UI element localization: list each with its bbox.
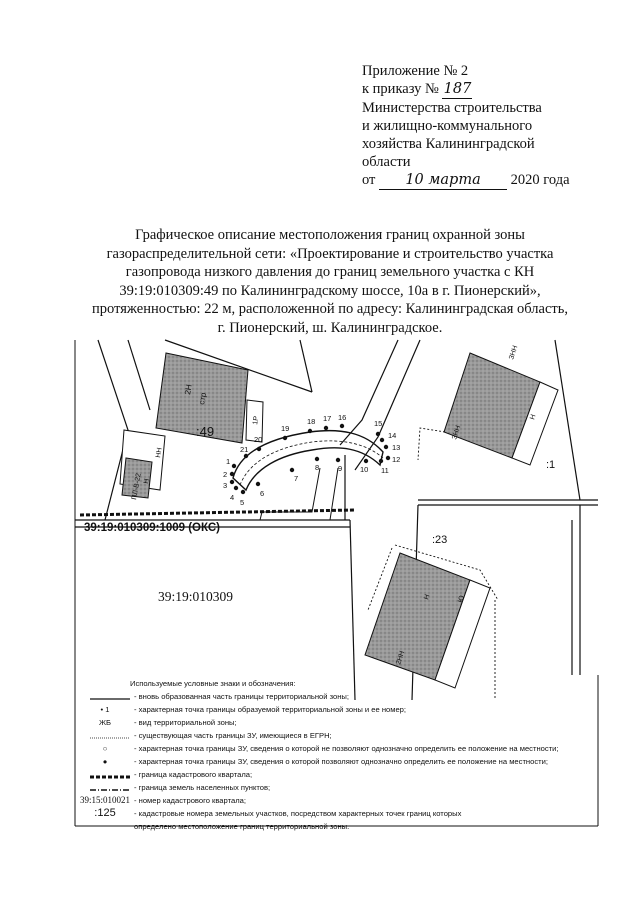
legend-text: - вновь образованная часть границы территориальной зоны; — [134, 692, 349, 701]
title-line: газораспределительной сети: «Проектирование и строительство участка — [106, 245, 554, 262]
boundary-point-label: 19 — [281, 424, 290, 433]
boundary-point-label: 15 — [374, 419, 383, 428]
date-suffix: 2020 года — [510, 172, 570, 188]
driveway — [260, 468, 338, 520]
boundary-point-label: 14 — [388, 431, 397, 440]
boundary-point-label: 13 — [392, 443, 401, 452]
boundary-point-label: 8 — [315, 463, 320, 472]
parcel-label-23: :23 — [432, 534, 448, 546]
boundary-point-label: 10 — [360, 465, 369, 474]
legend-symbol: ○ — [102, 744, 108, 753]
boundary-point — [256, 482, 260, 486]
legend-text: определено местоположение границ территориальной зоны. — [134, 822, 350, 831]
boundary-point-label: 5 — [240, 498, 245, 507]
boundary-point-label: 18 — [307, 417, 316, 426]
parcel-label-1: :1 — [546, 459, 556, 471]
legend-text: - вид территориальной зоны; — [134, 718, 237, 727]
legend-text: - номер кадастрового квартала; — [134, 796, 246, 805]
legend-symbol: ● — [102, 757, 108, 766]
boundary-point-label: 1 — [226, 457, 231, 466]
boundary-point — [315, 457, 319, 461]
building-label: ЗНН — [508, 344, 520, 361]
boundary-point-label: 3 — [223, 481, 228, 490]
boundary-point-label: 12 — [392, 455, 401, 464]
date-handwritten: 10 марта — [379, 171, 507, 190]
title-line: Графическое описание местоположения границ охранной зоны — [135, 227, 525, 243]
boundary-point — [380, 438, 384, 442]
boundary-point — [340, 424, 344, 428]
boundary-point — [257, 447, 261, 451]
oks-boundary — [80, 510, 355, 515]
boundary-point — [241, 490, 245, 494]
legend-text: - граница земель населенных пунктов; — [134, 783, 271, 792]
boundary-point — [376, 432, 380, 436]
ministry-line-1: Министерства строительства — [362, 100, 542, 116]
annex-number: Приложение № 2 — [362, 63, 469, 79]
building-label: Н — [529, 413, 538, 421]
legend-text: - кадастровые номера земельных участков, посредством характерных точек границ которых — [134, 809, 462, 818]
legend-text: - характерная точка границы ЗУ, сведения о которой не позволяют однозначно определить ее положение на местности; — [134, 744, 559, 753]
title-line: газопровода низкого давления до границ земельного участка с КН — [125, 264, 535, 281]
boundary-point — [364, 459, 368, 463]
legend-symbol: • 1 — [100, 705, 110, 714]
ministry-line-4: области — [362, 154, 411, 170]
boundary-point-label: 7 — [294, 474, 299, 483]
boundary-point-label: 20 — [254, 435, 263, 444]
boundary-point — [386, 456, 390, 460]
boundary-point — [230, 480, 234, 484]
ministry-line-3: хозяйства Калининградской — [362, 136, 535, 152]
legend-heading: Используемые условные знаки и обозначения: — [130, 679, 296, 688]
building-label: ПЛ-В-22 — [131, 472, 143, 501]
building-label: Н — [423, 593, 432, 601]
order-number-handwritten: 187 — [443, 81, 472, 97]
building-label: Ю — [457, 594, 467, 604]
order-prefix: к приказу № — [362, 81, 439, 97]
boundary-point-label: 21 — [240, 445, 249, 454]
building-label: Н — [143, 478, 151, 485]
boundary-point — [336, 458, 340, 462]
boundary-point — [283, 436, 287, 440]
boundary-point-label: 4 — [230, 493, 235, 502]
boundary-point-label: 9 — [338, 464, 343, 473]
quarter-label: 39:19:010309 — [158, 589, 234, 604]
title-line: 39:19:010309:49 по Калининградскому шоссе, 10а в г. Пионерский», — [119, 282, 541, 299]
legend-text: - граница кадастрового квартала; — [134, 770, 253, 779]
ministry-line-2: и жилищно-коммунального — [362, 118, 533, 134]
legend-symbol: ЖБ — [99, 718, 111, 727]
building-label: 2Н — [183, 383, 194, 396]
legend-text: - существующая часть границы ЗУ, имеющиеся в ЕГРН; — [134, 731, 332, 740]
title-line: г. Пионерский, ш. Калининградское. — [217, 319, 443, 336]
building-label: стр — [197, 391, 209, 406]
building-label: 2НН — [395, 650, 407, 666]
boundary-point — [230, 472, 234, 476]
boundary-point-label: 11 — [381, 466, 389, 475]
legend-text: - характерная точка границы образуемой территориальной зоны и ее номер; — [134, 705, 407, 714]
boundary-point — [384, 445, 388, 449]
legend-text: - характерная точка границы ЗУ, сведения о которой позволяют однозначно определить ее положение на местности; — [134, 757, 548, 766]
legend-symbol: 39:15:010021 — [79, 795, 130, 805]
building-label: 1Р — [252, 415, 261, 426]
boundary-point — [290, 468, 294, 472]
title-line: протяженностью: 22 м, расположенной по адресу: Калининградская область, — [92, 301, 568, 318]
date-prefix: от — [362, 172, 376, 188]
oks-label: 39:19:010309:1009 (ОКС) — [84, 522, 221, 534]
legend-symbol: :125 — [94, 807, 116, 819]
boundary-point — [232, 464, 236, 468]
boundary-point — [379, 459, 383, 463]
boundary-point-label: 6 — [260, 489, 265, 498]
parcel-label-49: :49 — [196, 424, 215, 439]
building-label: НН — [155, 447, 164, 459]
boundary-point-label: 16 — [338, 413, 347, 422]
boundary-point — [244, 454, 248, 458]
boundary-point — [324, 426, 328, 430]
boundary-point — [308, 429, 312, 433]
boundary-point-label: 2 — [223, 470, 228, 479]
boundary-point-label: 17 — [323, 414, 332, 423]
boundary-point — [234, 486, 238, 490]
building-label: ЗНН — [451, 424, 463, 441]
